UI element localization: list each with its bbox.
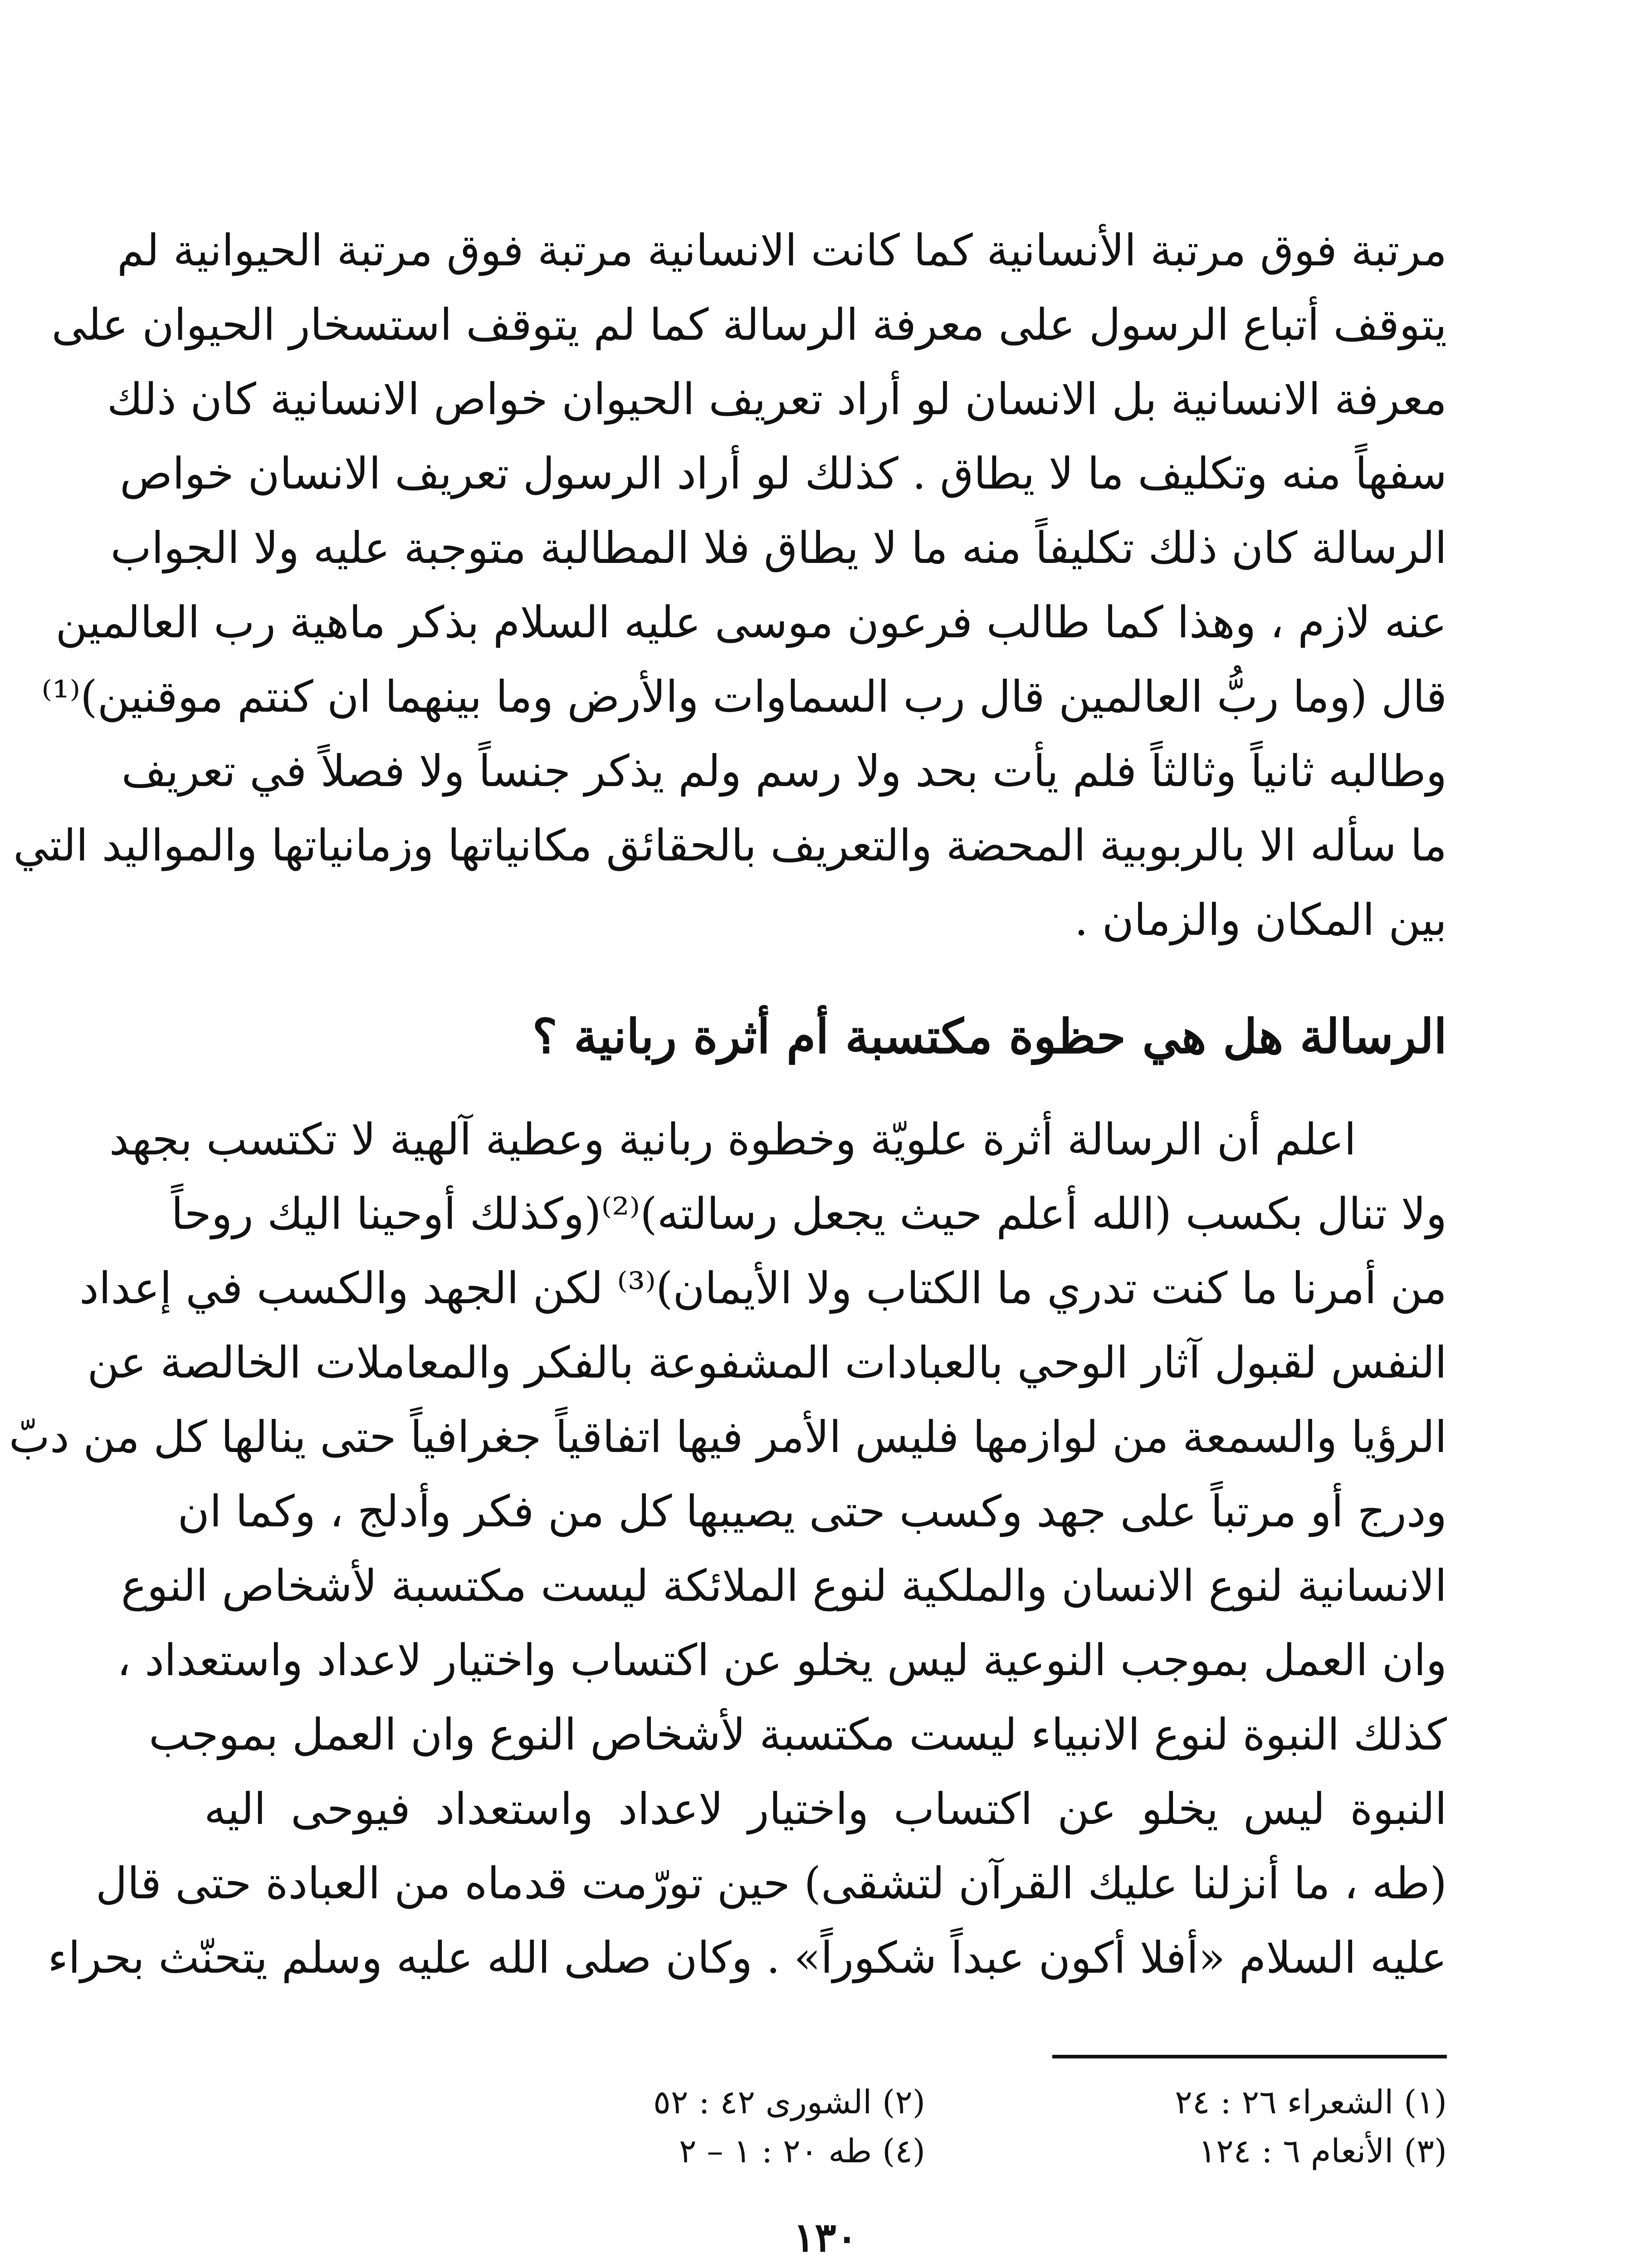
footnote-4: (٤) طه ٢٠ : ١ – ٢ [679, 2132, 925, 2170]
text-line: قال (وما ربُّ العالمين قال رب السماوات والأرض وما بينهما ان كنتم موقنين)⁽¹⁾ [41, 671, 1447, 722]
text-line: عليه السلام «أفلا أكون عبداً شكوراً» . وكان صلى الله عليه وسلم يتحنّث بحراء [48, 1932, 1447, 1983]
text-line: اعلم أن الرسالة أثرة علويّة وخطوة ربانية وعطية آلهية لا تكتسب بجهد [109, 1114, 1356, 1165]
text-line: عنه لازم ، وهذا كما طالب فرعون موسى عليه السلام بذكر ماهية رب العالمين [55, 597, 1447, 648]
text-line: ودرج أو مرتباً على جهد وكسب حتى يصيبها كل من فكر وأدلج ، وكما ان [177, 1486, 1447, 1537]
text-line: النبوة ليس يخلو عن اكتساب واختيار لاعداد واستعداد فيوحى اليه [204, 1784, 1447, 1834]
text-line: ما سأله الا بالربوبية المحضة والتعريف بالحقائق مكانياتها وزمانياتها والمواليد التي [13, 820, 1447, 871]
text-line: الرسالة كان ذلك تكليفاً منه ما لا يطاق فلا المطالبة متوجبة عليه ولا الجواب [110, 523, 1447, 573]
text-line: سفهاً منه وتكليف ما لا يطاق . كذلك لو أراد الرسول تعريف الانسان خواص [120, 448, 1447, 499]
text-line: النفس لقبول آثار الوحي بالعبادات المشفوعة بالفكر والمعاملات الخالصة عن [87, 1337, 1447, 1388]
text-line: مرتبة فوق مرتبة الأنسانية كما كانت الانسانية مرتبة فوق مرتبة الحيوانية لم [117, 225, 1447, 276]
footnote-1: (١) الشعراء ٢٦ : ٢٤ [1175, 2083, 1447, 2121]
text-line: من أمرنا ما كنت تدري ما الكتاب ولا الأيمان)⁽³⁾ لكن الجهد والكسب في إعداد [79, 1263, 1447, 1314]
section-heading: الرسالة هل هي حظوة مكتسبة أم أثرة ربانية ؟ [532, 1008, 1447, 1064]
text-line: وطالبه ثانياً وثالثاً فلم يأت بحد ولا رسم ولم يذكر جنساً ولا فصلاً في تعريف [121, 746, 1447, 797]
footnote-row [204, 2077, 1447, 2126]
text-line: ولا تنال بكسب (الله أعلم حيث يجعل رسالته)⁽²⁾(وكذلك أوحينا اليك روحاً [171, 1188, 1447, 1239]
text-line: بين المكان والزمان . [1074, 894, 1447, 945]
text-line: الانسانية لنوع الانسان والملكية لنوع الملائكة ليست مكتسبة لأشخاص النوع [121, 1560, 1447, 1611]
text-line: وان العمل بموجب النوعية ليس يخلو عن اكتساب واختيار لاعداد واستعداد ، [117, 1635, 1447, 1686]
paragraph-2 [9, 1102, 1447, 1995]
footnote-3: (٣) الأنعام ٦ : ١٢٤ [1198, 2132, 1447, 2170]
footnote-row [204, 2126, 1447, 2175]
text-line: (طه ، ما أنزلنا عليك القرآن لتشقى) حين تورّمت قدماه من العبادة حتى قال [95, 1858, 1447, 1909]
page-number: ١٣٠ [793, 2214, 858, 2261]
text-line: يتوقف أتباع الرسول على معرفة الرسالة كما لم يتوقف استسخار الحيوان على [51, 299, 1447, 350]
footnote-2: (٢) الشورى ٤٢ : ٥٢ [653, 2083, 925, 2121]
footnotes [204, 2077, 1447, 2175]
text-line: كذلك النبوة لنوع الانبياء ليست مكتسبة لأشخاص النوع وان العمل بموجب [149, 1709, 1447, 1760]
paragraph-1 [13, 213, 1447, 957]
text-line: معرفة الانسانية بل الانسان لو أراد تعريف الحيوان خواص الانسانية كان ذلك [107, 374, 1447, 425]
footnote-separator [1052, 2055, 1447, 2058]
text-line: الرؤيا والسمعة من لوازمها فليس الأمر فيها اتفاقياً جغرافياً حتى ينالها كل من دبّ [9, 1412, 1447, 1462]
